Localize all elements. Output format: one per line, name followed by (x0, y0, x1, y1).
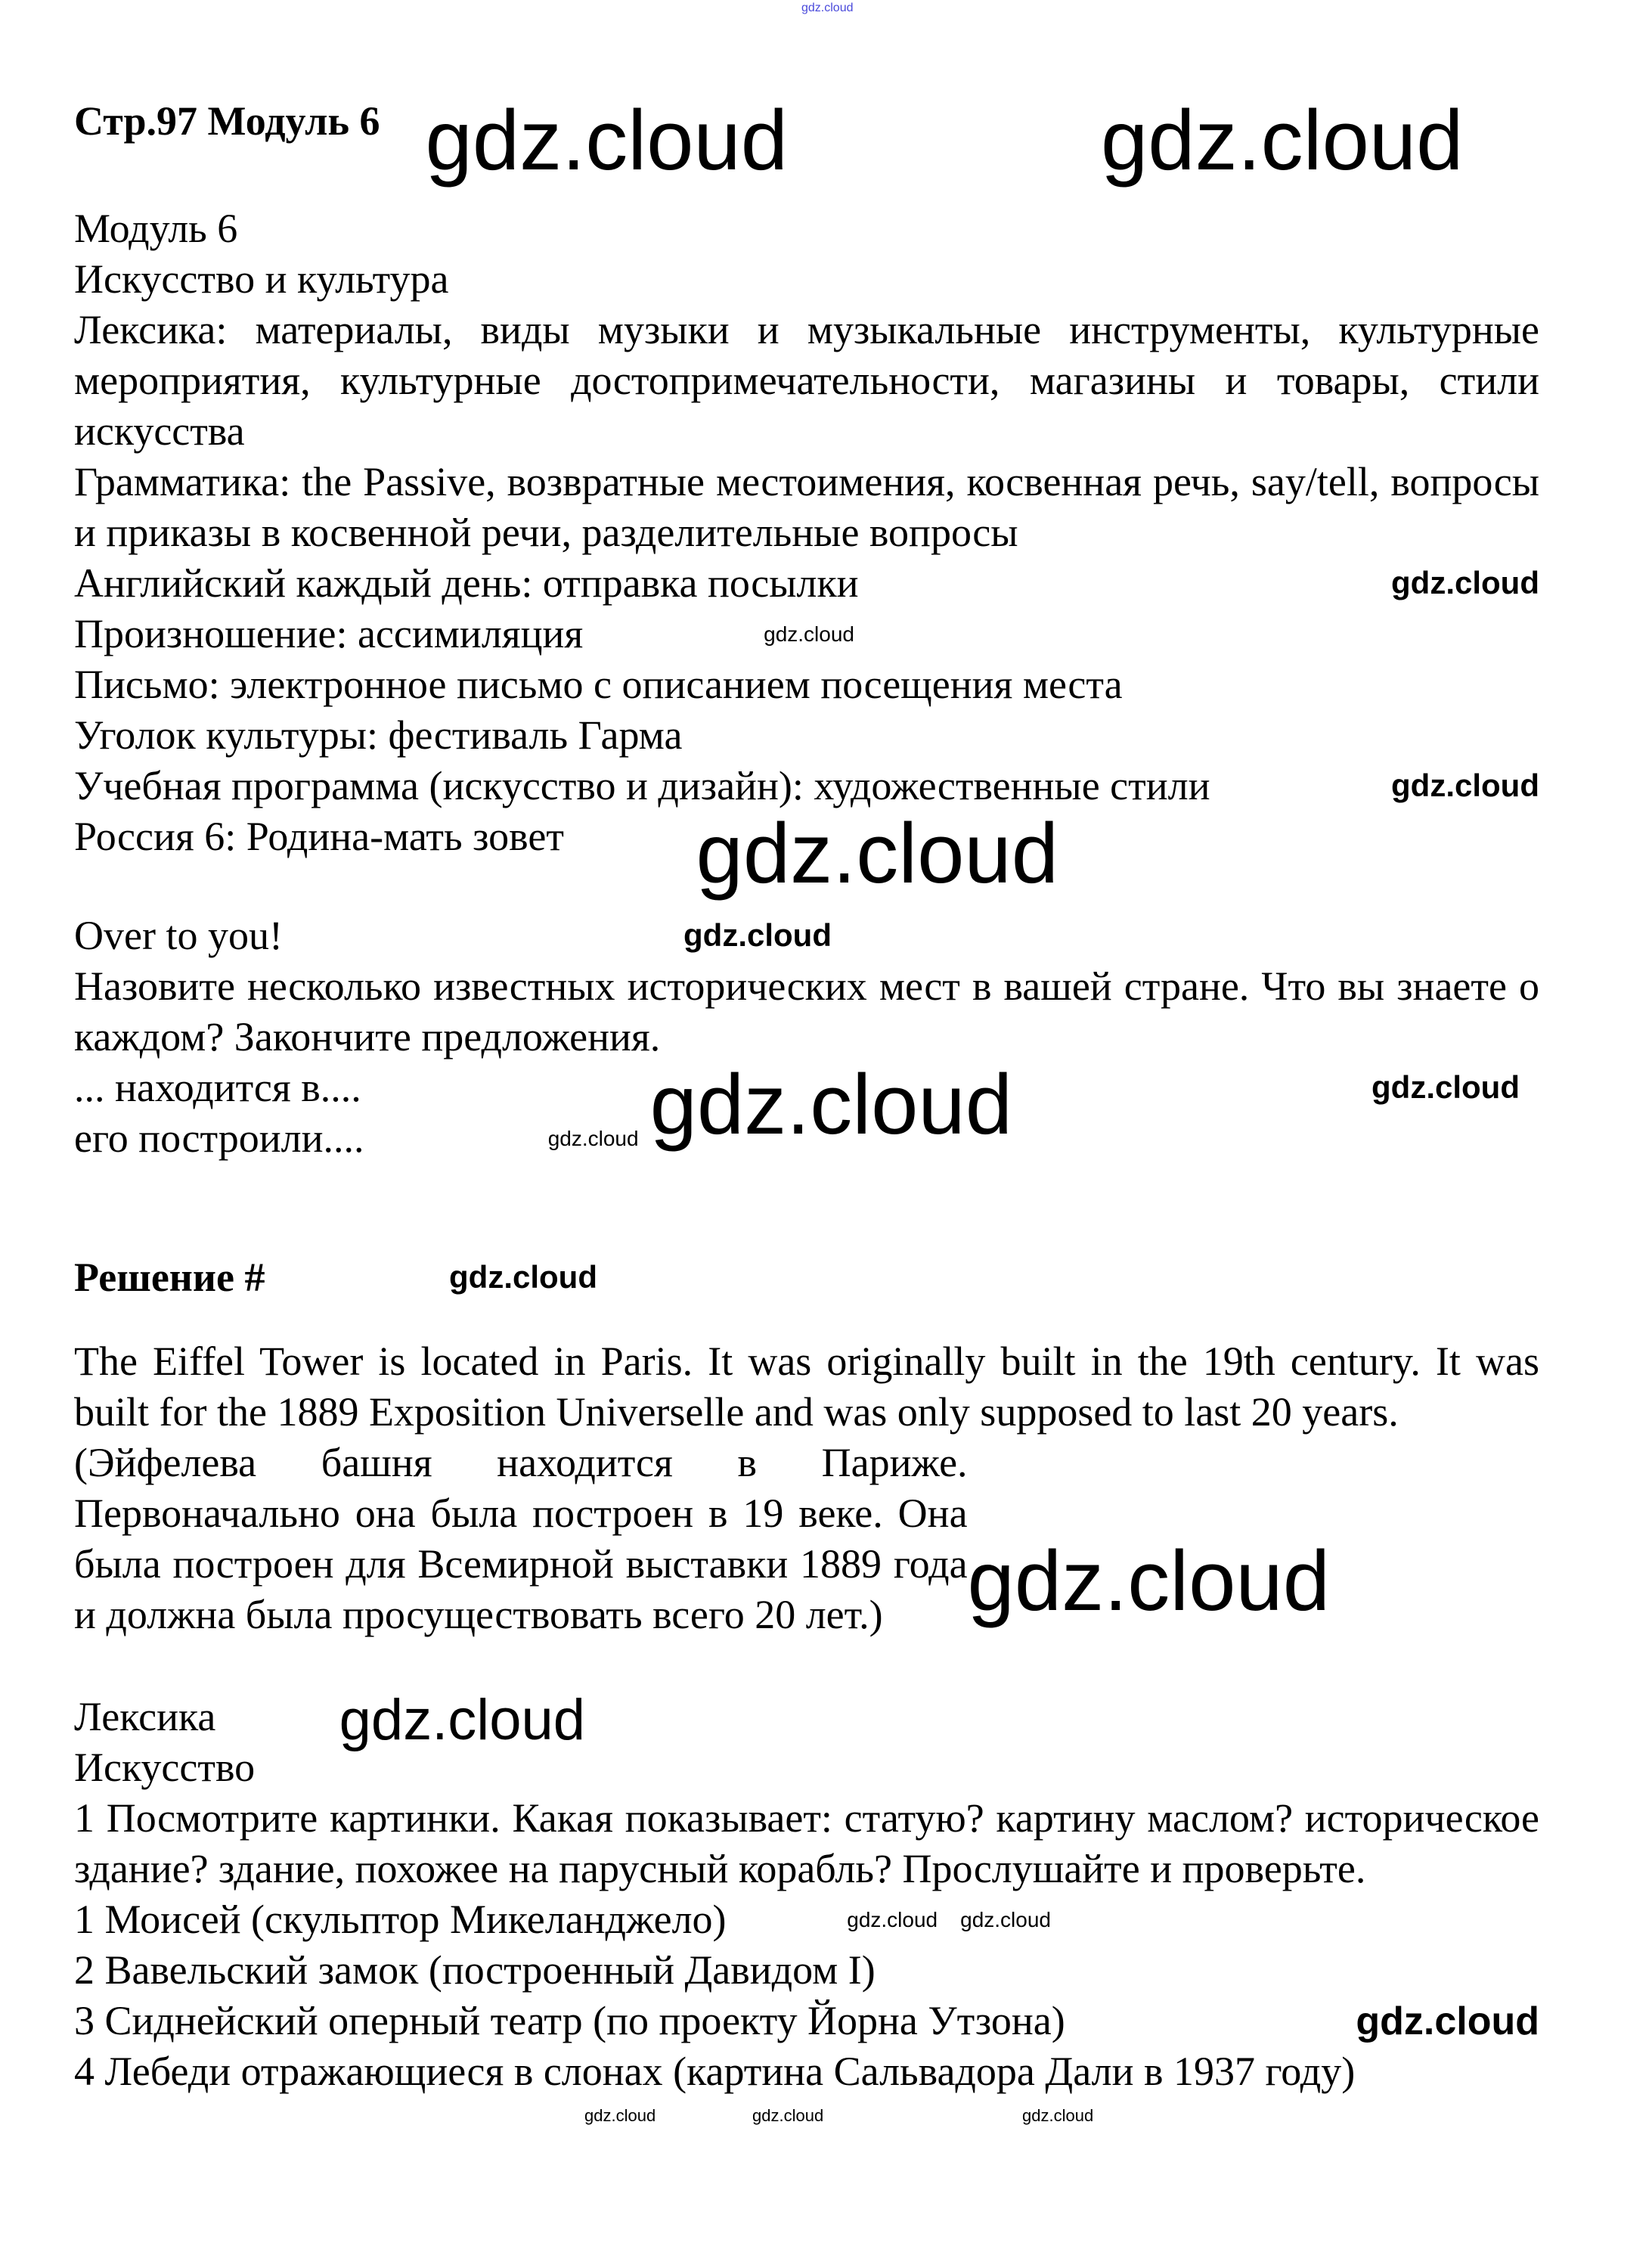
vocab-item (74, 1996, 1539, 2046)
vocab-exercise (74, 1793, 1539, 1894)
overview-line (74, 203, 1539, 254)
overview-line (74, 609, 1539, 659)
task-text-content: Назовите несколько известных исторических мест в вашей стране. Что вы знаете о каждом? Закончите предложения. (74, 963, 1539, 1059)
task-heading-text: Over to you! (74, 913, 283, 958)
solution-english (74, 1336, 1539, 1438)
overview-line (74, 254, 1539, 305)
watermark: gdz.cloud (960, 1908, 1051, 1931)
watermark: gdz.cloud (1356, 1999, 1539, 2043)
document (74, 93, 1539, 2135)
solution-text (74, 1336, 1539, 1640)
watermark: gdz.cloud (1391, 565, 1539, 600)
watermark: gdz.cloud (696, 806, 1058, 901)
watermark: gdz.cloud (649, 1057, 1013, 1152)
overview-line (74, 558, 1539, 609)
task-prompt-text: его построили.... (74, 1115, 364, 1161)
vocab-item-text: 2 Вавельский замок (построенный Давидом I) (74, 1947, 876, 1993)
overview-line (74, 806, 1539, 901)
watermark: gdz.cloud (967, 1534, 1330, 1628)
solution-english-text: The Eiffel Tower is located in Paris. It was originally built in the 19th century. It was built for the 1889 Exposition Universelle and was only supposed to last 20 years. (74, 1339, 1539, 1435)
overview-text: Лексика: материалы, виды музыки и музыкальные инструменты, культурные мероприятия, культурные достопримечательности, магазины и товары, стили искусства (74, 307, 1539, 454)
vocab-item (74, 1945, 1539, 1996)
watermark: gdz.cloud (752, 2106, 824, 2125)
watermark: gdz.cloud (547, 1127, 639, 1150)
solution-russian-text: (Эйфелева башня находится в Париже. Первоначально она была построен в 19 веке. Она была построен для Всемирной выставки 1889 года и должна была просуществовать всего 20 лет.) (74, 1440, 968, 1637)
vocab-exercise-text: 1 Посмотрите картинки. Какая показывает: статую? картину маслом? историческое здание? здание, похожее на парусный корабль? Прослушайте и проверьте. (74, 1795, 1539, 1891)
page-title: Стр.97 Модуль 6 (74, 98, 380, 144)
vocab-item (74, 2046, 1539, 2097)
solution-heading-row (74, 1252, 1539, 1303)
vocab-heading (74, 1688, 1539, 1752)
overview-text: Россия 6: Родина-мать зовет (74, 814, 564, 859)
overview-text: Учебная программа (искусство и дизайн): художественные стили (74, 763, 1210, 808)
solution-heading-text: Решение # (74, 1255, 265, 1300)
solution-heading (74, 1252, 1539, 1303)
watermark: gdz.cloud (449, 1259, 597, 1295)
title-row (74, 93, 1539, 203)
overview-line (74, 305, 1539, 457)
task-text (74, 961, 1539, 1063)
watermark: gdz.cloud (584, 2106, 656, 2125)
vocab-subheading-text: Искусство (74, 1745, 256, 1790)
vocab-item-text: 4 Лебеди отражающиеся в слонах (картина Сальвадора Дали в 1937 году) (74, 2049, 1356, 2094)
vocab-subheading (74, 1742, 1539, 1793)
overview-line (74, 659, 1539, 710)
module-overview (74, 203, 1539, 901)
overview-line (74, 761, 1539, 811)
watermark: gdz.cloud (764, 622, 854, 646)
task-prompt-text: ... находится в.... (74, 1065, 361, 1110)
task-heading (74, 910, 1539, 961)
watermark: gdz.cloud (847, 1908, 938, 1931)
overview-text: Произношение: ассимиляция (74, 611, 584, 656)
task-section (74, 910, 1539, 1164)
watermark: gdz.cloud (1391, 768, 1539, 803)
overview-text: Искусство и культура (74, 256, 449, 302)
vocab-heading-text: Лексика (74, 1694, 216, 1739)
vocab-item (74, 1894, 1539, 1945)
watermark: gdz.cloud (1022, 2106, 1094, 2125)
watermark-row (74, 2097, 1539, 2135)
overview-text: Модуль 6 (74, 206, 238, 251)
vocab-section (74, 1688, 1539, 2097)
vocab-item-text: 3 Сиднейский оперный театр (по проекту Йорна Утзона) (74, 1998, 1065, 2043)
solution-russian (74, 1438, 1539, 1640)
watermark: gdz.cloud (683, 917, 832, 953)
overview-text: Письмо: электронное письмо с описанием посещения места (74, 662, 1123, 707)
overview-text: Уголок культуры: фестиваль Гарма (74, 712, 683, 758)
overview-text: Английский каждый день: отправка посылки (74, 560, 859, 606)
overview-text: Грамматика: the Passive, возвратные местоимения, косвенная речь, say/tell, вопросы и приказы в косвенной речи, разделительные вопросы (74, 459, 1539, 555)
vocab-item-text: 1 Моисей (скульптор Микеланджело) (74, 1897, 727, 1942)
watermark: gdz.cloud (1372, 1069, 1520, 1105)
watermark: gdz.cloud (1100, 93, 1464, 188)
watermark: gdz.cloud (339, 1688, 585, 1752)
watermark-top: gdz.cloud (801, 2, 854, 14)
watermark: gdz.cloud (425, 93, 788, 188)
overview-line (74, 457, 1539, 558)
overview-line (74, 710, 1539, 761)
